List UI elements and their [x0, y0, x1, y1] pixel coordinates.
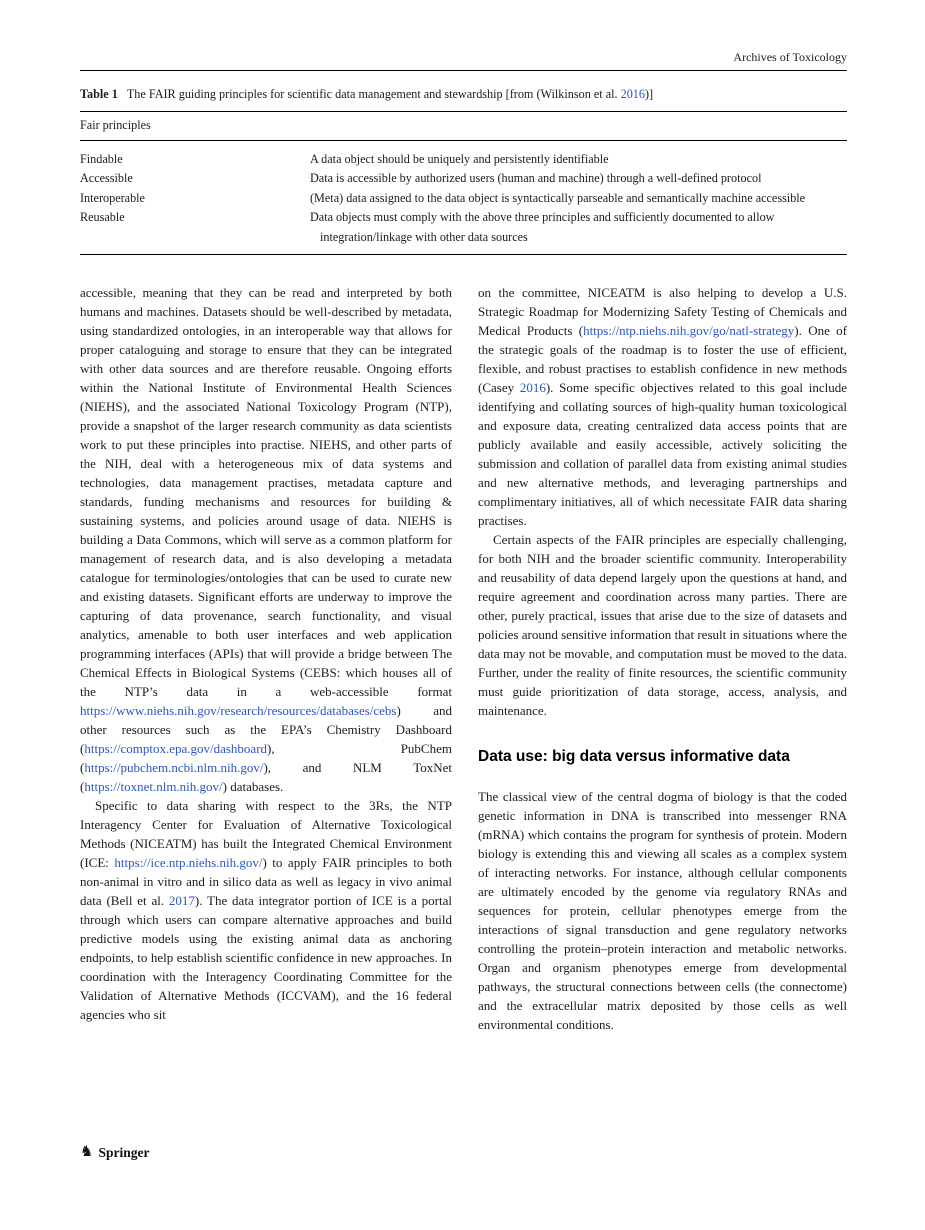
table-cell-desc: A data object should be uniquely and persistently identifiable: [310, 152, 609, 166]
table-cell-term: Reusable: [80, 210, 125, 225]
text-segment: Specific to data sharing with respect to the 3Rs, the NTP Interagency Center for Evaluation of Alternative Toxicological Methods (NICEATM) has built the Integrated Chemical Environment (ICE:: [80, 798, 452, 870]
table-row: [80, 189, 847, 208]
publisher-footer: [80, 1145, 149, 1161]
table-cell-desc: Data is accessible by authorized users (human and machine) through a well-defined protocol: [310, 171, 762, 186]
table-cell-desc: Data objects must comply with the above three principles and sufficiently documented to allow integration/linkage with other data sources: [310, 210, 775, 244]
table-row: [80, 169, 847, 188]
table-cell-desc: (Meta) data assigned to the data object is syntactically parseable and semantically machine accessible: [310, 190, 806, 205]
springer-logo-icon: ♞: [80, 1143, 94, 1160]
text-segment: ) databases.: [222, 779, 284, 794]
table-label: Table 1: [80, 87, 118, 101]
text-segment: ), and NLM ToxNet (: [80, 760, 452, 794]
body-paragraph: [478, 283, 847, 530]
text-segment: )]: [644, 87, 654, 101]
text-segment: ). The data integrator portion of ICE is a portal through which users can compare alternative approaches and build predictive models using the existing animal data as anchoring endpoints, to help establish scientific confidence in new approaches. In coordination with the Interagency Coordinating Committee for the Validation of Alternative Methods (ICCVAM), and the 16 federal agencies who sit: [80, 893, 452, 1022]
inline-link[interactable]: https://toxnet.nlm.nih.gov/: [84, 779, 223, 794]
text-segment: The classical view of the central dogma of biology is that the coded genetic information in DNA is transcribed into messenger RNA (mRNA) which contains the program for synthesis of protein. Modern biology is extending this and viewing all scales as a complex system of interacting networks. For instance, although cellular components are ultimately encoded by the genome via regulatory RNAs and sequences for protein, cellular phenotypes emerge from the interactions of signal transduction and gene regulatory networks controlling the protein–protein interaction and metabolic networks. Organ and organism phenotypes emerge from developmental pathways, the structural connections between cells (the connectome) and the extracellular matrix deposited by those cells as well environmental conditions.: [478, 789, 847, 1032]
table-row: [80, 150, 847, 169]
text-segment: ). Some specific objectives related to this goal include identifying and collating sources of high-quality human toxicological and exposure data, creating centralized data access points that are publicly available and easily accessible, actively soliciting the submission and collation of parallel data from existing animal studies and new alternative methods, and leveraging partnerships and complimentary initiatives, all of which necessitate FAIR data sharing practises.: [478, 380, 847, 528]
table-caption-text: [127, 87, 653, 101]
table-caption: [80, 87, 847, 102]
text-segment: ) to apply FAIR principles to both non-animal in vitro and in silico data as well as legacy in vivo animal data (Bell et al.: [80, 855, 452, 908]
text-segment: Certain aspects of the FAIR principles are especially challenging, for both NIH and the broader scientific community. Interoperability and reusability of data depend largely upon the questions at hand, and require agreement and coordination across many parties. There are other, purely practical, issues that arise due to the size of datasets and policies around sensitive information that result in situations where the data may not be movable, and computation must be moved to the data. Further, under the reality of finite resources, the scientific community must guide prioritization of data storage, access, analysis, and maintenance.: [478, 532, 847, 718]
inline-link[interactable]: 2016: [519, 380, 546, 395]
text-segment: on the committee, NICEATM is also helping to develop a U.S. Strategic Roadmap for Modernizing Safety Testing of Chemicals and Medical Products (: [478, 285, 847, 338]
table-cell-term: Accessible: [80, 171, 133, 186]
table-cell-term: Interoperable: [80, 190, 145, 205]
journal-title: Archives of Toxicology: [733, 50, 847, 64]
text-segment: The FAIR guiding principles for scientific data management and stewardship [from (Wilkinson et al.: [126, 87, 621, 101]
body-paragraph: [80, 283, 452, 796]
inline-link[interactable]: https://comptox.epa.gov/dashboard: [84, 741, 268, 756]
text-segment: ). One of the strategic goals of the roadmap is to foster the use of efficient, flexible, and robust practises to establish confidence in new methods (Casey: [478, 323, 847, 395]
body-paragraph: [478, 787, 847, 1034]
publisher-name: Springer: [98, 1145, 150, 1160]
inline-link[interactable]: https://ntp.niehs.nih.gov/go/natl-strategy: [583, 323, 795, 338]
section-heading: Data use: big data versus informative data: [478, 748, 790, 765]
right-column: [478, 283, 847, 1034]
inline-link[interactable]: 2016: [620, 87, 645, 101]
inline-link[interactable]: 2017: [168, 893, 195, 908]
table-bottom-rule: [80, 254, 847, 255]
header-rule: [80, 70, 847, 71]
left-column: [80, 283, 452, 1024]
table-row: [80, 208, 847, 247]
table-1: [80, 87, 847, 255]
table-column-header: Fair principles: [80, 118, 151, 132]
body-paragraph: [80, 796, 452, 1024]
inline-link[interactable]: https://pubchem.ncbi.nlm.nih.gov/: [84, 760, 264, 775]
text-segment: accessible, meaning that they can be read and interpreted by both humans and machines. Datasets should be well-described by metadata, using standardized ontologies, in an interoperable way that allows for proper cataloguing and storage to ensure that they can be integrated with other data sources and are therefore reusable. Ongoing efforts within the National Institute of Environmental Health Sciences (NIEHS), and the associated National Toxicology Program (NTP), provide a snapshot of the larger research community as data scientists work to put these principles into practise. NIEHS, and other parts of the NIH, deal with a heterogeneous mix of data systems and technologies, data management practises, metadata capture and standards, funding mechanisms and resources for building & sustaining systems, and policies around usage of data. NIEHS is building a Data Commons, which will serve as a common platform for management of research data, and is also developing a metadata catalogue for terminologies/ontologies that can be used to curate new and existing datasets. Significant efforts are underway to improve the capturing of data provenance, search functionality, and visual analytics, amenable to both user interfaces and web application programming interfaces (APIs) that will provide a bridge between The Chemical Effects in Biological Systems (CEBS: which houses all of the NTP’s data in a web-accessible format: [80, 285, 452, 699]
table-cell-term: Findable: [80, 152, 123, 166]
inline-link[interactable]: https://www.niehs.nih.gov/research/resources/databases/cebs: [80, 703, 397, 718]
text-segment: ) and other resources such as the EPA’s Chemistry Dashboard (: [80, 703, 452, 756]
inline-link[interactable]: https://ice.ntp.niehs.nih.gov/: [114, 855, 263, 870]
table-body: [80, 141, 847, 254]
text-segment: ), PubChem (: [80, 741, 452, 775]
body-paragraph: [478, 530, 847, 720]
